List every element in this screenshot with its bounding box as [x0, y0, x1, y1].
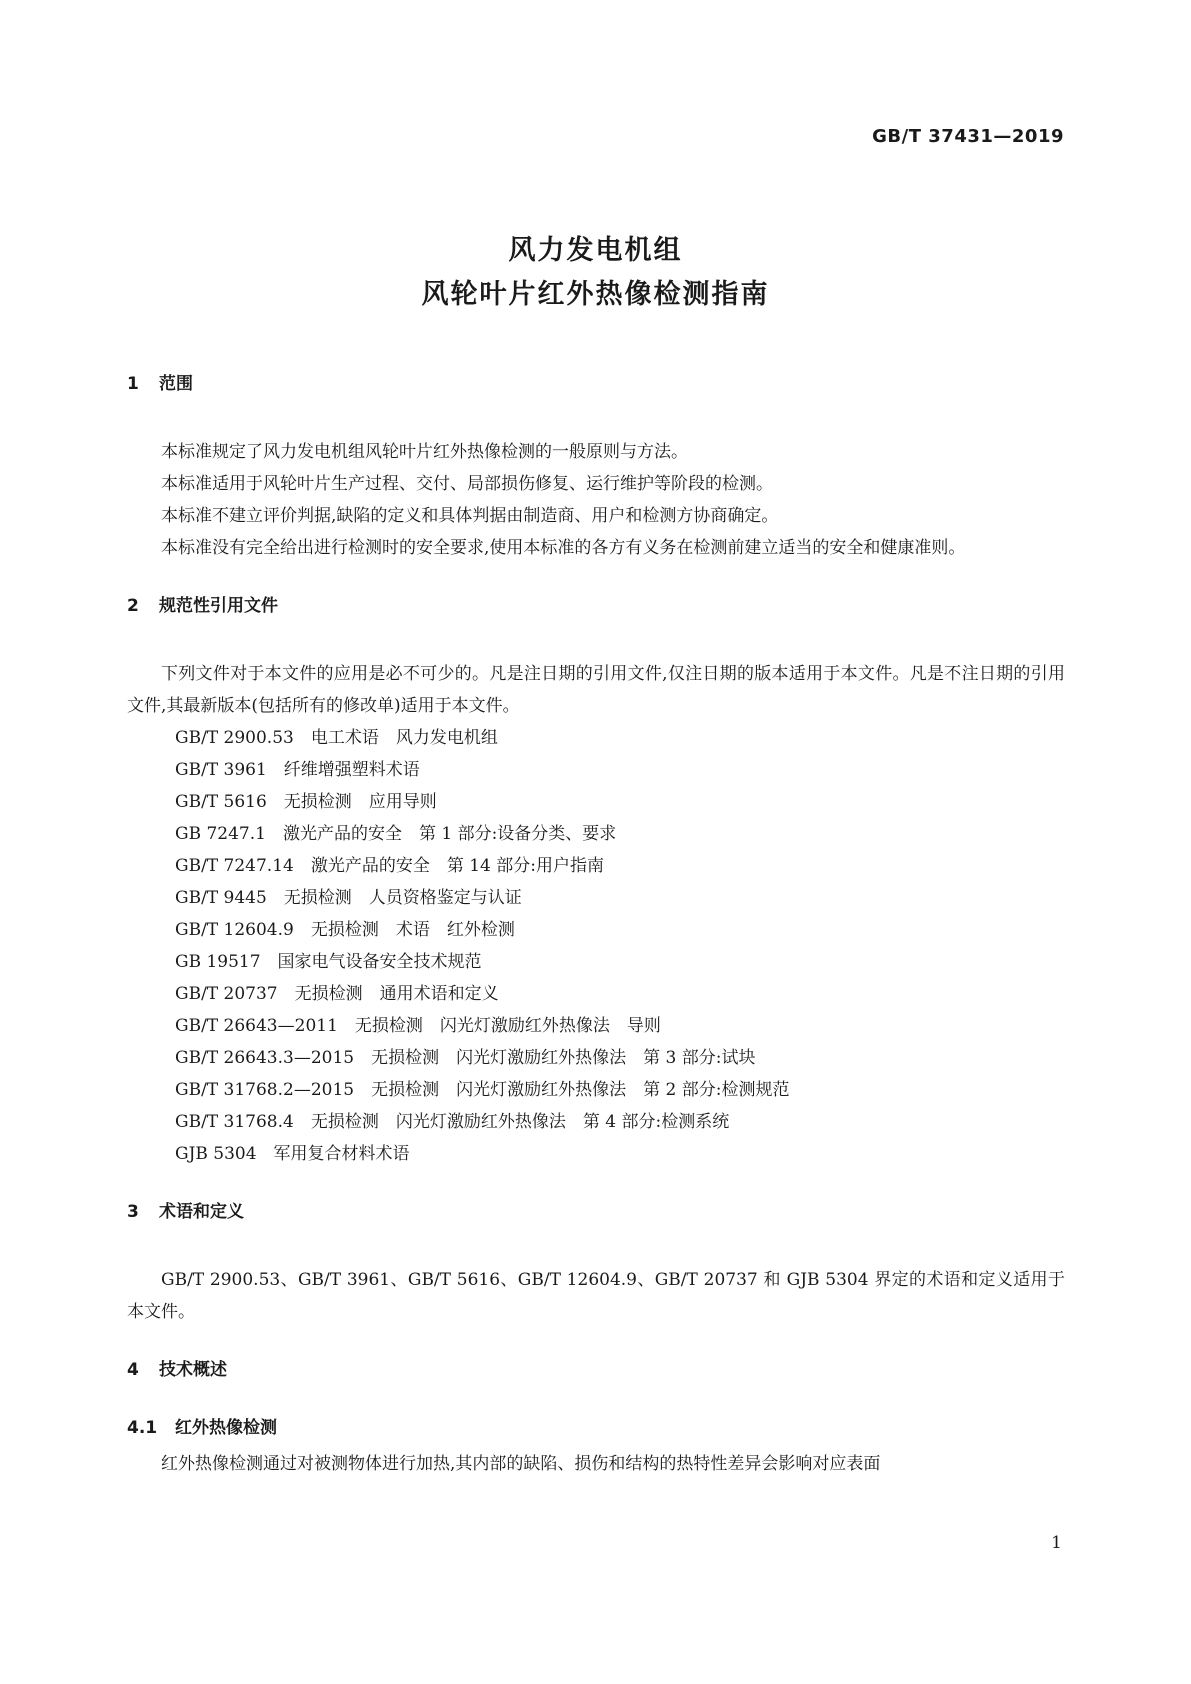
reference-item: GB/T 31768.2—2015 无损检测 闪光灯激励红外热像法 第 2 部分:检测规范	[175, 1080, 790, 1100]
subsection-number: 4.1	[127, 1418, 158, 1438]
section-title: 术语和定义	[159, 1202, 244, 1222]
reference-item: GB/T 31768.4 无损检测 闪光灯激励红外热像法 第 4 部分:检测系统	[175, 1112, 730, 1132]
reference-item: GB/T 9445 无损检测 人员资格鉴定与认证	[175, 888, 522, 908]
section-4-1-heading	[127, 1412, 1065, 1444]
reference-item: GJB 5304 军用复合材料术语	[175, 1144, 410, 1164]
section-title: 规范性引用文件	[159, 596, 278, 616]
scope-paragraph: 本标准没有完全给出进行检测时的安全要求,使用本标准的各方有义务在检测前建立适当的安全和健康准则。	[161, 538, 966, 558]
subsection-title: 红外热像检测	[175, 1418, 277, 1438]
reference-item: GB/T 2900.53 电工术语 风力发电机组	[175, 728, 498, 748]
section-number: 3	[127, 1202, 139, 1222]
section-4-heading	[127, 1354, 1065, 1386]
section-number: 4	[127, 1360, 139, 1380]
document-title-line1: 风力发电机组	[508, 235, 683, 266]
section-1-heading	[127, 368, 1065, 400]
section-title: 范围	[159, 374, 193, 394]
reference-item: GB/T 26643—2011 无损检测 闪光灯激励红外热像法 导则	[175, 1016, 661, 1036]
reference-item: GB/T 26643.3—2015 无损检测 闪光灯激励红外热像法 第 3 部分:试块	[175, 1048, 756, 1068]
scope-paragraph: 本标准适用于风轮叶片生产过程、交付、局部损伤修复、运行维护等阶段的检测。	[161, 474, 773, 494]
reference-item: GB 7247.1 激光产品的安全 第 1 部分:设备分类、要求	[175, 824, 617, 844]
page-number: 1	[1051, 1533, 1062, 1553]
reference-item: GB 19517 国家电气设备安全技术规范	[175, 952, 482, 972]
scope-paragraph: 本标准不建立评价判据,缺陷的定义和具体判据由制造商、用户和检测方协商确定。	[161, 506, 779, 526]
reference-item: GB/T 12604.9 无损检测 术语 红外检测	[175, 920, 515, 940]
references-intro: 下列文件对于本文件的应用是必不可少的。凡是注日期的引用文件,仅注日期的版本适用于本文件。凡是不注日期的引用文件,其最新版本(包括所有的修改单)适用于本文件。	[127, 664, 1065, 716]
section-2-heading	[127, 590, 1065, 622]
document-title-line2: 风轮叶片红外热像检测指南	[421, 279, 770, 310]
reference-item: GB/T 3961 纤维增强塑料术语	[175, 760, 420, 780]
reference-item: GB/T 7247.14 激光产品的安全 第 14 部分:用户指南	[175, 856, 605, 876]
scope-paragraph: 本标准规定了风力发电机组风轮叶片红外热像检测的一般原则与方法。	[161, 442, 688, 462]
ir-detection-paragraph: 红外热像检测通过对被测物体进行加热,其内部的缺陷、损伤和结构的热特性差异会影响对应表面	[161, 1454, 881, 1474]
section-title: 技术概述	[159, 1360, 227, 1380]
reference-item: GB/T 5616 无损检测 应用导则	[175, 792, 437, 812]
standard-number: GB/T 37431—2019	[872, 126, 1064, 147]
terms-paragraph: GB/T 2900.53、GB/T 3961、GB/T 5616、GB/T 12604.9、GB/T 20737 和 GJB 5304 界定的术语和定义适用于本文件。	[127, 1270, 1065, 1322]
section-number: 2	[127, 596, 139, 616]
reference-item: GB/T 20737 无损检测 通用术语和定义	[175, 984, 499, 1004]
reference-list	[127, 722, 1065, 1170]
section-number: 1	[127, 374, 139, 394]
section-3-heading	[127, 1196, 1065, 1228]
document-body	[127, 368, 1065, 1480]
